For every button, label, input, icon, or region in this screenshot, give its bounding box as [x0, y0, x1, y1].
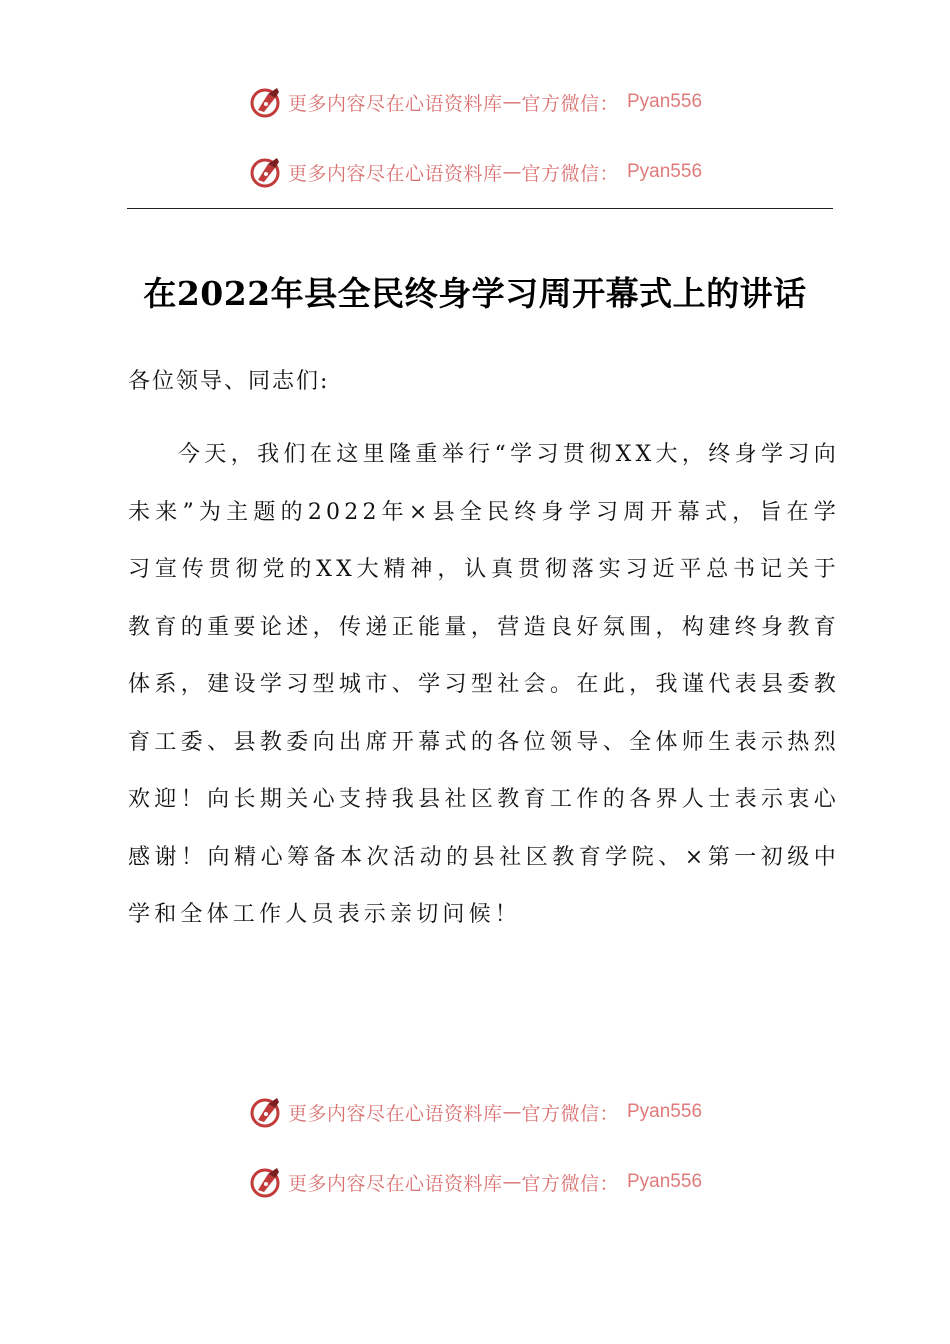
watermark-content [248, 84, 702, 120]
watermark-text: 更多内容尽在心语资料库 [287, 1102, 503, 1125]
header-divider [127, 208, 833, 209]
body-paragraph: 今天，我们在这里隆重举行“学习贯彻XX大，终身学习向未来”为主题的2022年×县全民终身学习周开幕式，旨在学习宣传贯彻党的XX大精神，认真贯彻落实习近平总书记关于教育的重要论述，传递正能量，营造良好氛围，构建终身教育体系，建设学习型城市、学习型社会。在此，我谨代表县委教育工委、县教委向出席开幕式的各位领导、全体师生表示热烈欢迎！向长期关心支持我县社区教育工作的各界人士表示衷心感谢！向精心筹备本次活动的县社区教育学院、×第一初级中学和全体工作人员表示亲切问候！ [128, 442, 840, 927]
watermark-wechat-id: Pyan556 [627, 161, 703, 182]
watermark-banner-top-2 [0, 152, 950, 192]
pen-nib-logo-icon [248, 154, 284, 190]
watermark-banner-bottom-1 [0, 1092, 950, 1132]
watermark-wechat-id: Pyan556 [627, 1171, 703, 1192]
watermark-separator: — [502, 1171, 522, 1193]
watermark-wechat-label: 官方微信： [521, 92, 619, 115]
watermark-content [248, 1164, 702, 1200]
watermark-content [248, 154, 702, 190]
watermark-wechat-label: 官方微信： [521, 1172, 619, 1195]
watermark-wechat-id: Pyan556 [627, 91, 703, 112]
watermark-wechat-label: 官方微信： [521, 1102, 619, 1125]
watermark-separator: — [502, 1101, 522, 1123]
salutation: 各位领导、同志们: [128, 369, 330, 394]
watermark-separator: — [502, 91, 522, 113]
watermark-separator: — [502, 161, 522, 183]
watermark-text: 更多内容尽在心语资料库 [287, 162, 503, 185]
document-title: 在2022年县全民终身学习周开幕式上的讲话 [143, 274, 807, 313]
watermark-text: 更多内容尽在心语资料库 [287, 92, 503, 115]
watermark-text: 更多内容尽在心语资料库 [287, 1172, 503, 1195]
watermark-wechat-id: Pyan556 [627, 1101, 703, 1122]
pen-nib-logo-icon [248, 1094, 284, 1130]
watermark-banner-bottom-2 [0, 1162, 950, 1202]
watermark-content [248, 1094, 702, 1130]
watermark-banner-top-1 [0, 82, 950, 122]
pen-nib-logo-icon [248, 84, 284, 120]
pen-nib-logo-icon [248, 1164, 284, 1200]
watermark-wechat-label: 官方微信： [521, 162, 619, 185]
